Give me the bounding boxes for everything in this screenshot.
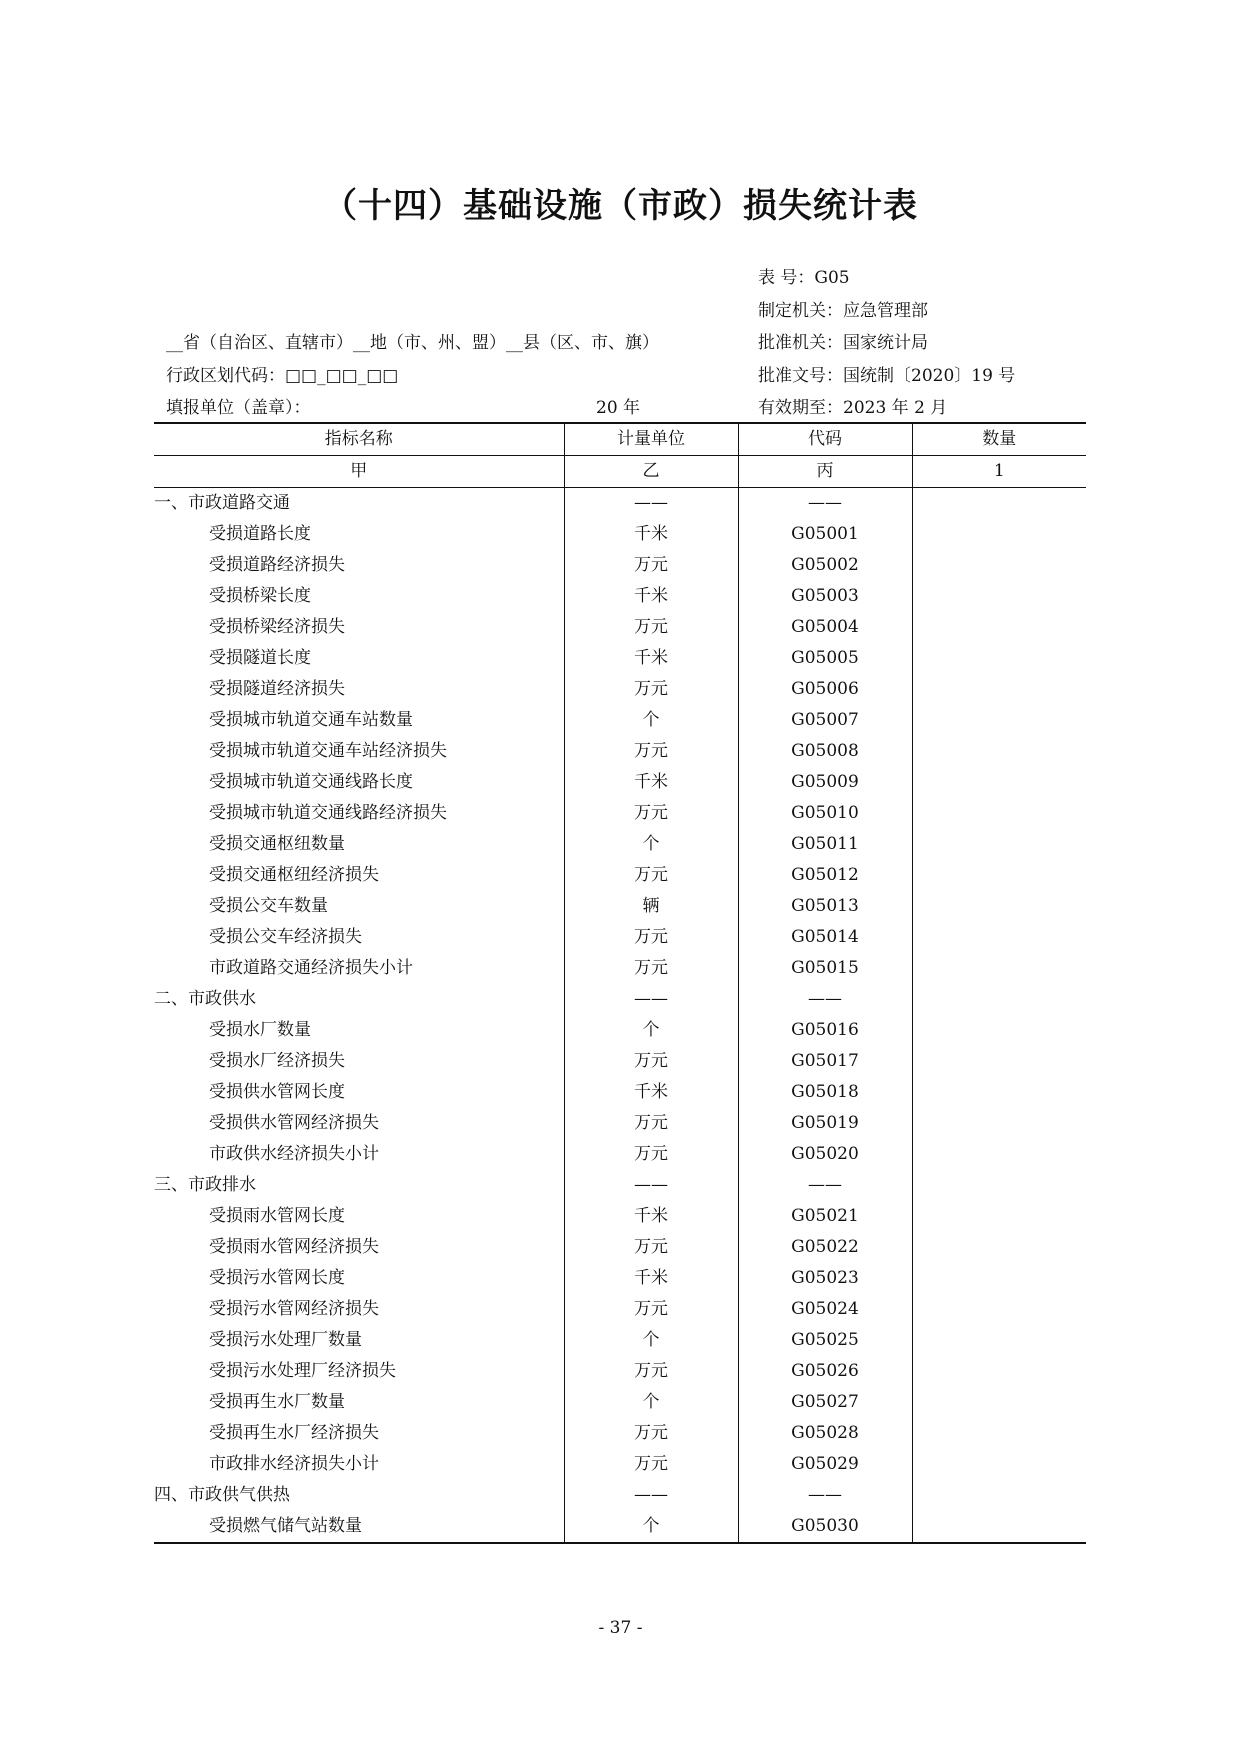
unit-cell: 万元 (564, 953, 738, 984)
table-row (154, 1511, 1086, 1543)
valid-until: 有效期至：2023 年 2 月 (758, 398, 948, 418)
table-number: 表 号：G05 (758, 268, 850, 288)
section-row (154, 488, 1086, 520)
table-row (154, 1108, 1086, 1139)
indicator-name: 市政道路交通经济损失小计 (209, 958, 413, 978)
table-row (154, 736, 1086, 767)
quantity-cell[interactable] (912, 1263, 1086, 1294)
code-cell: G05014 (738, 922, 912, 953)
table-row (154, 767, 1086, 798)
quantity-cell[interactable] (912, 984, 1086, 1015)
quantity-cell[interactable] (912, 705, 1086, 736)
quantity-cell[interactable] (912, 891, 1086, 922)
indicator-name: 受损桥梁经济损失 (209, 617, 345, 637)
unit-cell: 万元 (564, 674, 738, 705)
quantity-cell[interactable] (912, 550, 1086, 581)
indicator-name: 受损供水管网长度 (209, 1082, 345, 1102)
unit-cell: 万元 (564, 1294, 738, 1325)
code-cell: G05008 (738, 736, 912, 767)
quantity-cell[interactable] (912, 1325, 1086, 1356)
quantity-cell[interactable] (912, 1511, 1086, 1543)
code-cell: G05011 (738, 829, 912, 860)
code-cell: G05009 (738, 767, 912, 798)
quantity-cell[interactable] (912, 1046, 1086, 1077)
code-cell: G05018 (738, 1077, 912, 1108)
header-code: 代码 (738, 423, 912, 456)
table-row (154, 922, 1086, 953)
indicator-name: 受损再生水厂经济损失 (209, 1423, 379, 1443)
indicator-name: 四、市政供气供热 (154, 1485, 290, 1505)
indicator-name: 受损隧道经济损失 (209, 679, 345, 699)
code-cell: G05001 (738, 519, 912, 550)
region-code: 行政区划代码：□□_□□_□□ (166, 365, 399, 386)
table-row (154, 891, 1086, 922)
header-row (154, 423, 1086, 456)
indicator-name: 二、市政供水 (154, 989, 256, 1009)
approval-document: 批准文号：国统制〔2020〕19 号 (758, 365, 1016, 386)
quantity-cell[interactable] (912, 860, 1086, 891)
table-row (154, 550, 1086, 581)
indicator-name: 受损污水处理厂经济损失 (209, 1361, 396, 1381)
indicator-name: 受损水厂经济损失 (209, 1051, 345, 1071)
table-row (154, 674, 1086, 705)
indicator-name: 受损城市轨道交通车站经济损失 (209, 741, 447, 761)
unit-cell: 辆 (564, 891, 738, 922)
subheader-row (154, 456, 1086, 488)
code-cell: G05025 (738, 1325, 912, 1356)
indicator-name: 受损供水管网经济损失 (209, 1113, 379, 1133)
code-cell: G05012 (738, 860, 912, 891)
unit-cell: 万元 (564, 1418, 738, 1449)
unit-cell: 万元 (564, 798, 738, 829)
quantity-cell[interactable] (912, 1201, 1086, 1232)
table-row (154, 519, 1086, 550)
code-cell: —— (738, 488, 912, 520)
subheader-unit: 乙 (564, 456, 738, 488)
unit-cell: 千米 (564, 767, 738, 798)
region-line: __省（自治区、直辖市）__地（市、州、盟）__县（区、市、旗） (166, 333, 659, 353)
quantity-cell[interactable] (912, 953, 1086, 984)
unit-cell: 千米 (564, 581, 738, 612)
unit-cell: 万元 (564, 1232, 738, 1263)
unit-cell: —— (564, 488, 738, 520)
code-cell: G05007 (738, 705, 912, 736)
unit-cell: 个 (564, 1015, 738, 1046)
table-row (154, 829, 1086, 860)
indicator-name: 受损水厂数量 (209, 1020, 311, 1040)
indicator-name: 三、市政排水 (154, 1175, 256, 1195)
code-cell: G05030 (738, 1511, 912, 1543)
code-cell: G05026 (738, 1356, 912, 1387)
unit-cell: 个 (564, 705, 738, 736)
quantity-cell[interactable] (912, 488, 1086, 520)
indicator-name: 受损城市轨道交通车站数量 (209, 710, 413, 730)
indicator-name: 受损道路长度 (209, 524, 311, 544)
code-cell: G05019 (738, 1108, 912, 1139)
code-cell: G05017 (738, 1046, 912, 1077)
quantity-cell[interactable] (912, 922, 1086, 953)
page-title: （十四）基础设施（市政）损失统计表 (323, 186, 918, 226)
code-cell: —— (738, 984, 912, 1015)
quantity-cell[interactable] (912, 1232, 1086, 1263)
table-row (154, 953, 1086, 984)
section-row (154, 1480, 1086, 1511)
indicator-name: 市政供水经济损失小计 (209, 1144, 379, 1164)
table-row (154, 1356, 1086, 1387)
quantity-cell[interactable] (912, 1108, 1086, 1139)
indicator-name: 受损污水管网长度 (209, 1268, 345, 1288)
indicator-name: 受损交通枢纽经济损失 (209, 865, 379, 885)
indicator-name: 受损雨水管网经济损失 (209, 1237, 379, 1257)
header-unit: 计量单位 (564, 423, 738, 456)
table-row (154, 1294, 1086, 1325)
table-row (154, 1139, 1086, 1170)
quantity-cell[interactable] (912, 1418, 1086, 1449)
header-quantity: 数量 (912, 423, 1086, 456)
indicator-name: 受损道路经济损失 (209, 555, 345, 575)
indicator-name: 受损桥梁长度 (209, 586, 311, 606)
code-cell: G05006 (738, 674, 912, 705)
indicator-name: 受损再生水厂数量 (209, 1392, 345, 1412)
quantity-cell[interactable] (912, 1170, 1086, 1201)
code-cell: G05015 (738, 953, 912, 984)
table-row (154, 798, 1086, 829)
table-row (154, 643, 1086, 674)
indicator-name: 受损隧道长度 (209, 648, 311, 668)
unit-cell: —— (564, 984, 738, 1015)
unit-cell: 个 (564, 1511, 738, 1543)
quantity-cell[interactable] (912, 1139, 1086, 1170)
code-cell: —— (738, 1480, 912, 1511)
code-cell: —— (738, 1170, 912, 1201)
quantity-cell[interactable] (912, 829, 1086, 860)
form-metadata (758, 262, 1015, 425)
report-year: 20 年 (596, 398, 641, 418)
quantity-cell[interactable] (912, 674, 1086, 705)
code-cell: G05002 (738, 550, 912, 581)
subheader-code: 丙 (738, 456, 912, 488)
indicator-name: 受损污水处理厂数量 (209, 1330, 362, 1350)
code-cell: G05004 (738, 612, 912, 643)
indicator-name: 受损污水管网经济损失 (209, 1299, 379, 1319)
code-cell: G05024 (738, 1294, 912, 1325)
indicator-name: 受损城市轨道交通线路经济损失 (209, 803, 447, 823)
unit-cell: 千米 (564, 1201, 738, 1232)
unit-cell: 万元 (564, 1046, 738, 1077)
filling-unit: 填报单位（盖章）： (166, 398, 311, 418)
region-info (166, 327, 659, 425)
indicator-name: 受损公交车数量 (209, 896, 328, 916)
unit-cell: 万元 (564, 1449, 738, 1480)
issuing-authority: 制定机关：应急管理部 (758, 300, 928, 321)
table-row (154, 860, 1086, 891)
code-cell: G05005 (738, 643, 912, 674)
quantity-cell[interactable] (912, 798, 1086, 829)
unit-cell: —— (564, 1480, 738, 1511)
indicator-name: 受损城市轨道交通线路长度 (209, 772, 413, 792)
quantity-cell[interactable] (912, 1294, 1086, 1325)
unit-cell: 千米 (564, 1077, 738, 1108)
code-cell: G05021 (738, 1201, 912, 1232)
unit-cell: 万元 (564, 736, 738, 767)
quantity-cell[interactable] (912, 643, 1086, 674)
quantity-cell[interactable] (912, 736, 1086, 767)
table-row (154, 705, 1086, 736)
unit-cell: 万元 (564, 922, 738, 953)
indicator-name: 一、市政道路交通 (154, 493, 290, 513)
table-row (154, 612, 1086, 643)
code-cell: G05020 (738, 1139, 912, 1170)
quantity-cell[interactable] (912, 1356, 1086, 1387)
approving-authority: 批准机关：国家统计局 (758, 333, 928, 353)
code-cell: G05028 (738, 1418, 912, 1449)
code-cell: G05022 (738, 1232, 912, 1263)
unit-cell: 万元 (564, 1108, 738, 1139)
table-row (154, 1077, 1086, 1108)
code-cell: G05013 (738, 891, 912, 922)
unit-cell: 个 (564, 1325, 738, 1356)
indicator-name: 受损燃气储气站数量 (154, 1511, 564, 1543)
unit-cell: 千米 (564, 1263, 738, 1294)
indicator-name: 受损交通枢纽数量 (209, 834, 345, 854)
quantity-cell[interactable] (912, 767, 1086, 798)
table-row (154, 1201, 1086, 1232)
table-row (154, 1015, 1086, 1046)
unit-cell: 万元 (564, 1356, 738, 1387)
quantity-cell[interactable] (912, 581, 1086, 612)
unit-cell: 个 (564, 1387, 738, 1418)
quantity-cell[interactable] (912, 1480, 1086, 1511)
section-row (154, 984, 1086, 1015)
section-row (154, 1170, 1086, 1201)
table-row (154, 1449, 1086, 1480)
unit-cell: 个 (564, 829, 738, 860)
unit-cell: 千米 (564, 519, 738, 550)
quantity-cell[interactable] (912, 519, 1086, 550)
unit-cell: 千米 (564, 643, 738, 674)
code-cell: G05010 (738, 798, 912, 829)
indicator-name: 受损雨水管网长度 (209, 1206, 345, 1226)
code-cell: G05027 (738, 1387, 912, 1418)
indicator-name: 市政排水经济损失小计 (209, 1454, 379, 1474)
table-row (154, 1387, 1086, 1418)
code-cell: G05023 (738, 1263, 912, 1294)
code-cell: G05016 (738, 1015, 912, 1046)
unit-cell: 万元 (564, 612, 738, 643)
unit-cell: —— (564, 1170, 738, 1201)
quantity-cell[interactable] (912, 1077, 1086, 1108)
code-cell: G05003 (738, 581, 912, 612)
unit-cell: 万元 (564, 550, 738, 581)
table-row (154, 1046, 1086, 1077)
unit-cell: 万元 (564, 860, 738, 891)
unit-cell: 万元 (564, 1139, 738, 1170)
quantity-cell[interactable] (912, 1015, 1086, 1046)
table-row (154, 1263, 1086, 1294)
page-number: - 37 - (598, 1618, 643, 1638)
table-row (154, 581, 1086, 612)
quantity-cell[interactable] (912, 1387, 1086, 1418)
loss-statistics-table (154, 422, 1086, 1544)
table-row (154, 1325, 1086, 1356)
indicator-name: 受损公交车经济损失 (209, 927, 362, 947)
table-row (154, 1232, 1086, 1263)
subheader-indicator: 甲 (154, 456, 564, 488)
subheader-quantity: 1 (912, 456, 1086, 488)
header-indicator: 指标名称 (154, 423, 564, 456)
code-cell: G05029 (738, 1449, 912, 1480)
table-row (154, 1418, 1086, 1449)
quantity-cell[interactable] (912, 1449, 1086, 1480)
quantity-cell[interactable] (912, 612, 1086, 643)
